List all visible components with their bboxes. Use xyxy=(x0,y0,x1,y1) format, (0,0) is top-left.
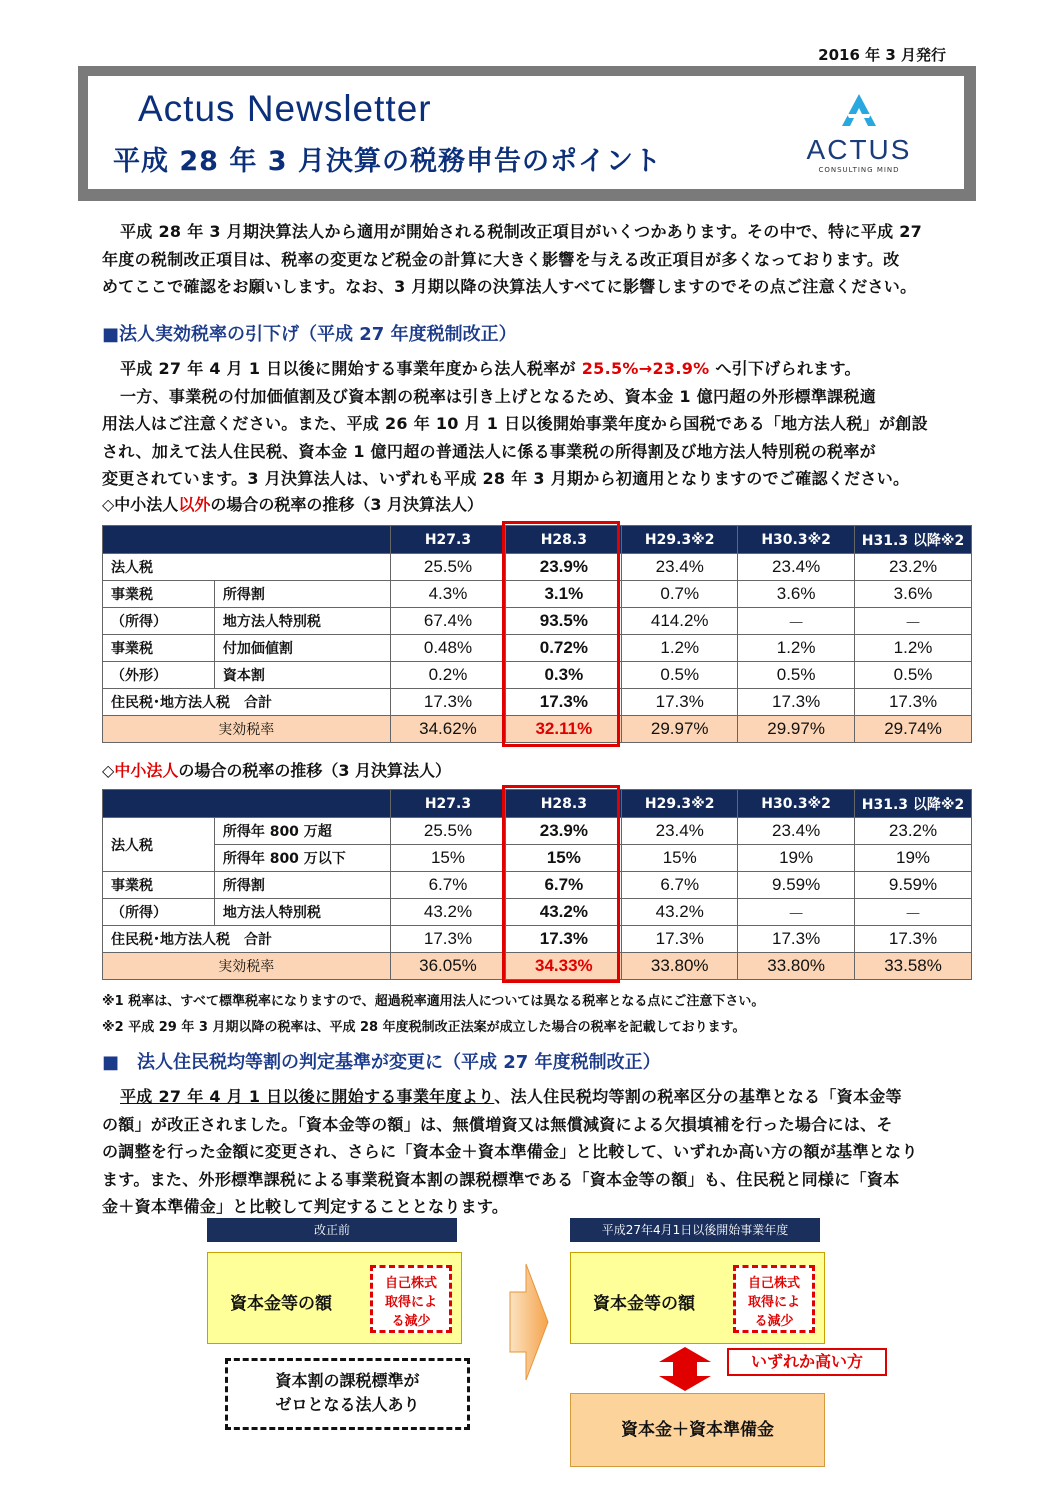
cell: 23.4% xyxy=(622,818,738,845)
section2-paragraph xyxy=(102,1083,982,1221)
cell: 17.3% xyxy=(390,689,506,716)
cell: 23.4% xyxy=(738,818,855,845)
cell: 25.5% xyxy=(390,554,506,581)
caption-text: の場合の税率の推移（3 月決算法人） xyxy=(178,761,452,780)
cell: 23.9% xyxy=(506,554,622,581)
col-header: H30.3※2 xyxy=(738,526,855,554)
cell: － xyxy=(738,608,855,635)
cell: 17.3% xyxy=(738,689,855,716)
newsletter-title: Actus Newsletter xyxy=(138,88,432,129)
section2-heading: ■ 法人住民税均等割の判定基準が変更に（平成 27 年度税制改正） xyxy=(102,1052,661,1073)
cell: 3.6% xyxy=(855,581,972,608)
section1-line: 用法人はご注意ください。また、平成 26 年 10 月 1 日以後開始事業年度から国税である「地方法人税」が創設 xyxy=(102,414,928,433)
note-line: 自己株式 xyxy=(384,1276,437,1291)
cell: 29.97% xyxy=(622,716,738,743)
cell: 33.58% xyxy=(855,953,972,980)
cell: 0.5% xyxy=(738,662,855,689)
row-label: 付加価値割 xyxy=(214,635,390,662)
cell: 29.74% xyxy=(855,716,972,743)
cell: 17.3% xyxy=(738,926,855,953)
cell: 23.2% xyxy=(855,818,972,845)
highlight-column-box xyxy=(502,785,620,983)
intro-line: 平成 28 年 3 月期決算法人から適用が開始される税制改正項目がいくつかあります。その中で、特に平成 27 xyxy=(120,222,923,241)
section2-line: 、法人住民税均等割の税率区分の基準となる「資本金等 xyxy=(494,1087,902,1106)
treasury-stock-note xyxy=(733,1265,815,1333)
cell: 23.4% xyxy=(738,554,855,581)
cell: 414.2% xyxy=(622,608,738,635)
cell: 1.2% xyxy=(738,635,855,662)
row-label: 所得年 800 万超 xyxy=(214,818,390,845)
actus-logo xyxy=(799,92,919,180)
cell: － xyxy=(855,608,972,635)
note-line: 資本割の課税標準が xyxy=(275,1371,420,1390)
col-header: H31.3 以降※2 xyxy=(855,526,972,554)
cell: － xyxy=(855,899,972,926)
logo-wordmark: ACTUS xyxy=(806,134,912,165)
cell: 6.7% xyxy=(390,872,506,899)
cell: 1.2% xyxy=(855,635,972,662)
row-label: 所得年 800 万以下 xyxy=(214,845,390,872)
note-line: る減少 xyxy=(391,1314,431,1329)
cell: 0.48% xyxy=(390,635,506,662)
note-line: る減少 xyxy=(754,1314,794,1329)
row-label: 住民税･地方法人税 合計 xyxy=(103,926,391,953)
cell: 25.5% xyxy=(390,818,506,845)
transition-arrow-icon xyxy=(508,1262,550,1382)
col-header: H28.3 xyxy=(506,790,622,818)
cell: 19% xyxy=(855,845,972,872)
actus-logo-mark-icon xyxy=(839,92,879,128)
capital-box-label: 資本金等の額 xyxy=(593,1294,695,1314)
section2-underlined: 平成 27 年 4 月 1 日以後に開始する事業年度より xyxy=(120,1087,495,1106)
cell: 93.5% xyxy=(506,608,622,635)
caption-highlight: 以外 xyxy=(178,495,211,514)
cell: 23.2% xyxy=(855,554,972,581)
col-header: H27.3 xyxy=(390,790,506,818)
row-group: 法人税 xyxy=(103,818,215,872)
section1-line: 変更されています。3 月決算法人は、いずれも平成 28 年 3 月期から初適用となりますのでご確認ください。 xyxy=(102,469,910,488)
cell: 33.80% xyxy=(622,953,738,980)
cell: 33.80% xyxy=(738,953,855,980)
highlight-column-box xyxy=(502,521,620,747)
cell: 1.2% xyxy=(622,635,738,662)
footnote-1: ※1 税率は、すべて標準税率になりますので、超過税率適用法人については異なる税率となる点にご注意下さい。 xyxy=(102,994,765,1009)
rate-text: へ引下げられます。 xyxy=(709,359,861,378)
row-group: 事業税 xyxy=(103,872,215,899)
col-header: H29.3※2 xyxy=(622,526,738,554)
intro-line: 年度の税制改正項目は、税率の変更など税金の計算に大きく影響を与える改正項目が多くなっております。改 xyxy=(102,249,900,269)
section2-line: ます。また、外形標準課税による事業税資本割の課税標準である「資本金等の額」も、住民税と同様に「資本 xyxy=(102,1169,900,1189)
cell: 0.5% xyxy=(855,662,972,689)
cell: 0.3% xyxy=(506,662,622,689)
row-label: 地方法人特別税 xyxy=(214,899,390,926)
compare-label: いずれか高い方 xyxy=(727,1348,887,1376)
row-label: 所得割 xyxy=(214,581,390,608)
issue-date: 2016 年 3 月発行 xyxy=(818,46,946,64)
section2-line: 金＋資本準備金」と比較して判定することとなります。 xyxy=(102,1197,509,1216)
cell: 67.4% xyxy=(390,608,506,635)
note-line: 取得によ xyxy=(747,1295,800,1310)
cell: － xyxy=(738,899,855,926)
section1-paragraph xyxy=(102,355,982,493)
double-arrow-icon xyxy=(657,1346,713,1392)
cell: 29.97% xyxy=(738,716,855,743)
cell: 36.05% xyxy=(390,953,506,980)
cell: 17.3% xyxy=(506,926,622,953)
cell: 0.7% xyxy=(622,581,738,608)
cell: 17.3% xyxy=(506,689,622,716)
table1-caption xyxy=(102,492,483,515)
zero-tax-base-note xyxy=(225,1358,470,1430)
cell: 32.11% xyxy=(506,716,622,743)
treasury-stock-note xyxy=(370,1265,452,1333)
rate-change: 25.5%→23.9% xyxy=(581,359,710,378)
cell: 17.3% xyxy=(622,926,738,953)
cell: 15% xyxy=(506,845,622,872)
capital-box-after xyxy=(570,1252,825,1344)
cell: 4.3% xyxy=(390,581,506,608)
cell: 43.2% xyxy=(506,899,622,926)
cell: 34.62% xyxy=(390,716,506,743)
header-blank xyxy=(103,790,391,818)
col-header: H29.3※2 xyxy=(622,790,738,818)
cell: 15% xyxy=(622,845,738,872)
col-header: H28.3 xyxy=(506,526,622,554)
row-label: 資本割 xyxy=(214,662,390,689)
cell: 19% xyxy=(738,845,855,872)
footnote-2: ※2 平成 29 年 3 月期以降の税率は、平成 28 年度税制改正法案が成立した場合の税率を記載しております。 xyxy=(102,1020,746,1035)
row-group: （外形） xyxy=(103,662,215,689)
cell: 6.7% xyxy=(622,872,738,899)
row-group: 事業税 xyxy=(103,581,215,608)
cell: 17.3% xyxy=(855,926,972,953)
cell: 6.7% xyxy=(506,872,622,899)
effective-rate-label: 実効税率 xyxy=(103,953,391,980)
intro-line: めてここで確認をお願いします。なお、3 月期以降の決算法人すべてに影響しますのでその点ご注意ください。 xyxy=(102,277,917,296)
cell: 17.3% xyxy=(622,689,738,716)
row-group: （所得） xyxy=(103,899,215,926)
cell: 3.6% xyxy=(738,581,855,608)
section1-heading: ■法人実効税率の引下げ（平成 27 年度税制改正） xyxy=(102,324,517,345)
caption-highlight: 中小法人 xyxy=(114,761,179,780)
col-header: H31.3 以降※2 xyxy=(855,790,972,818)
cell: 23.9% xyxy=(506,818,622,845)
intro-paragraph xyxy=(102,218,972,301)
cell: 23.4% xyxy=(622,554,738,581)
note-line: 自己株式 xyxy=(747,1276,800,1291)
section1-line: され、加えて法人住民税、資本金 1 億円超の普通法人に係る事業税の所得割及び地方法人特別税の税率が xyxy=(102,441,876,461)
header-blank xyxy=(103,526,391,554)
cell: 43.2% xyxy=(622,899,738,926)
note-line: 取得によ xyxy=(384,1295,437,1310)
cell: 0.5% xyxy=(622,662,738,689)
col-header: H30.3※2 xyxy=(738,790,855,818)
row-label: 法人税 xyxy=(103,554,391,581)
section2-line: の調整を行った金額に変更され、さらに「資本金＋資本準備金」と比較して、いずれか高い方の額が基準となり xyxy=(102,1142,918,1161)
caption-text: の場合の税率の推移（3 月決算法人） xyxy=(210,495,484,514)
note-line: ゼロとなる法人あり xyxy=(275,1395,420,1414)
diagram-left-header: 改正前 xyxy=(207,1218,457,1242)
cell: 9.59% xyxy=(738,872,855,899)
row-label: 住民税･地方法人税 合計 xyxy=(103,689,391,716)
row-group: （所得） xyxy=(103,608,215,635)
row-label: 地方法人特別税 xyxy=(214,608,390,635)
capital-box-label: 資本金等の額 xyxy=(230,1294,332,1314)
capital-plus-reserve-box: 資本金＋資本準備金 xyxy=(570,1393,825,1467)
newsletter-subtitle: 平成 28 年 3 月決算の税務申告のポイント xyxy=(113,146,662,177)
diagram-right-header: 平成27年4月1日以後開始事業年度 xyxy=(570,1218,820,1242)
newsletter-header xyxy=(78,66,976,201)
col-header: H27.3 xyxy=(390,526,506,554)
cell: 9.59% xyxy=(855,872,972,899)
cell: 34.33% xyxy=(506,953,622,980)
logo-tagline: CONSULTING MIND xyxy=(818,166,900,174)
cell: 0.2% xyxy=(390,662,506,689)
caption-text: ◇中小法人 xyxy=(102,495,179,514)
rate-text: 平成 27 年 4 月 1 日以後に開始する事業年度から法人税率が xyxy=(120,359,582,378)
caption-text: ◇ xyxy=(102,761,115,780)
effective-rate-label: 実効税率 xyxy=(103,716,391,743)
row-label: 所得割 xyxy=(214,872,390,899)
cell: 43.2% xyxy=(390,899,506,926)
capital-box-before xyxy=(207,1252,462,1344)
table2-caption xyxy=(102,758,451,781)
section2-line: の額」が改正されました。「資本金等の額」は、無償増資又は無償減資による欠損填補を行った場合には、そ xyxy=(102,1114,893,1134)
cell: 15% xyxy=(390,845,506,872)
cell: 0.72% xyxy=(506,635,622,662)
cell: 17.3% xyxy=(390,926,506,953)
cell: 3.1% xyxy=(506,581,622,608)
cell: 17.3% xyxy=(855,689,972,716)
row-group: 事業税 xyxy=(103,635,215,662)
section1-line: 一方、事業税の付加価値割及び資本割の税率は引き上げとなるため、資本金 1 億円超の外形標準課税適 xyxy=(120,386,877,406)
